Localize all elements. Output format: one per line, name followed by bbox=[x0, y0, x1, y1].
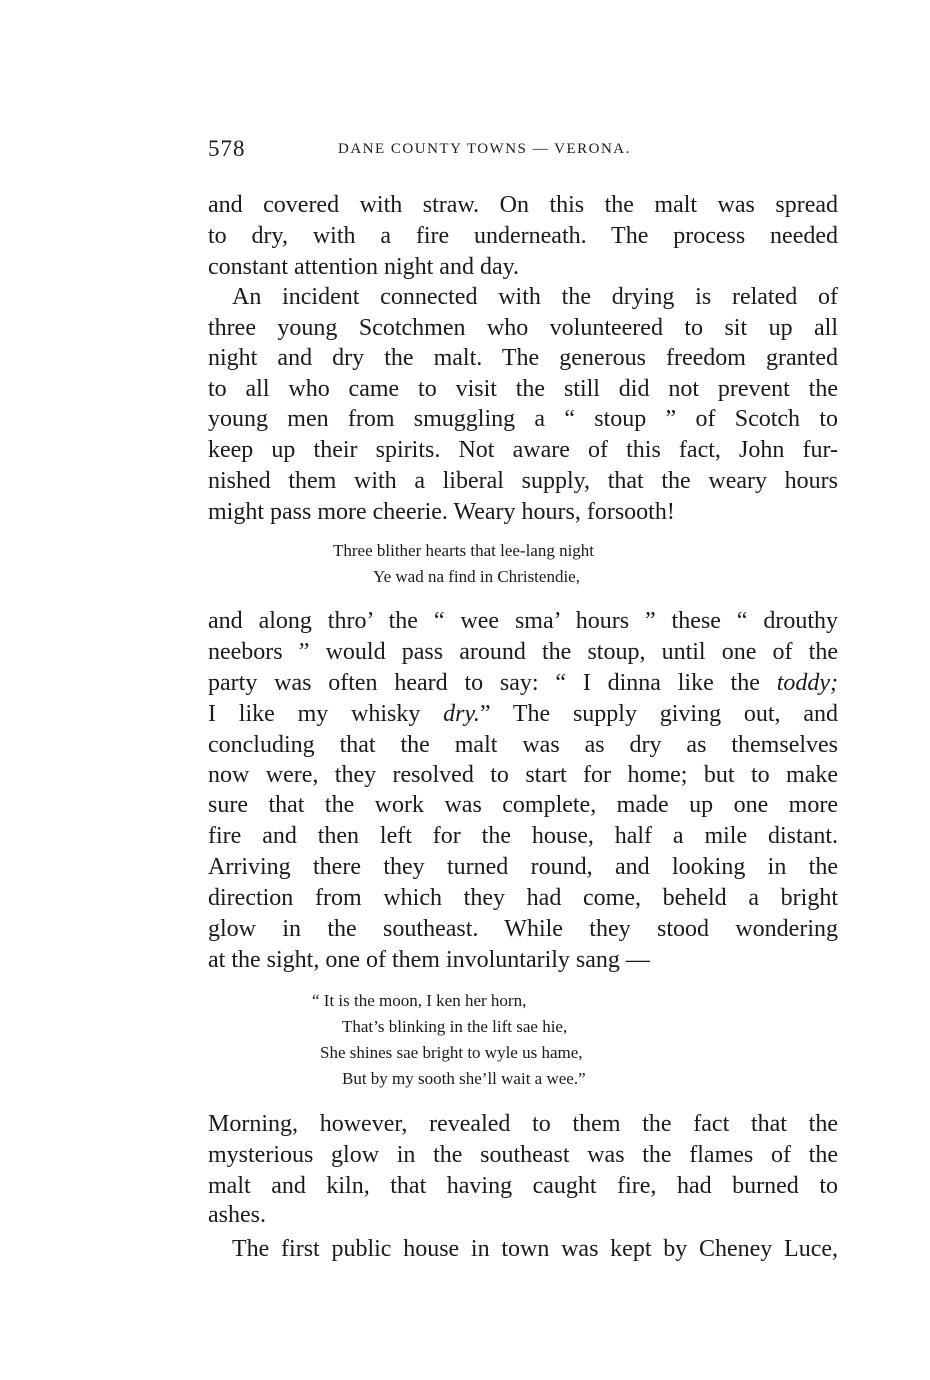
text-line: direction from which they had come, beheld a bright bbox=[208, 885, 838, 911]
text-line: Arriving there they turned round, and looking in the bbox=[208, 854, 838, 880]
text-line: party was often heard to say: “ I dinna like the toddy; bbox=[208, 670, 838, 696]
page-number: 578 bbox=[208, 136, 246, 161]
running-head: DANE COUNTY TOWNS — VERONA. bbox=[338, 141, 631, 157]
text-line: malt and kiln, that having caught fire, had burned to bbox=[208, 1173, 838, 1199]
verse-line: Three blither hearts that lee-lang night bbox=[333, 541, 595, 560]
text-line: An incident connected with the drying is related of bbox=[232, 284, 838, 310]
italic-word: dry. bbox=[443, 701, 480, 727]
verse-line: But by my sooth she’ll wait a wee.” bbox=[342, 1069, 586, 1088]
text-line: The first public house in town was kept by Cheney Luce, bbox=[232, 1236, 838, 1262]
text-line: mysterious glow in the southeast was the flames of the bbox=[208, 1142, 838, 1168]
text-line: glow in the southeast. While they stood wondering bbox=[208, 916, 838, 942]
text-line: to dry, with a fire underneath. The process needed bbox=[208, 223, 838, 249]
verse-line: “ It is the moon, I ken her horn, bbox=[312, 991, 527, 1010]
text-line: fire and then left for the house, half a mile distant. bbox=[208, 823, 838, 849]
verse-line: She shines sae bright to wyle us hame, bbox=[320, 1043, 583, 1062]
text-line: constant attention night and day. bbox=[208, 254, 520, 280]
page-header bbox=[208, 136, 838, 166]
text-line: nished them with a liberal supply, that the weary hours bbox=[208, 468, 838, 494]
text-line: three young Scotchmen who volunteered to sit up all bbox=[208, 315, 838, 341]
text-line: neebors ” would pass around the stoup, until one of the bbox=[208, 639, 838, 665]
text-line: to all who came to visit the still did not prevent the bbox=[208, 376, 838, 402]
text-line: sure that the work was complete, made up one more bbox=[208, 792, 838, 818]
verse-line: That’s blinking in the lift sae hie, bbox=[342, 1017, 568, 1036]
text-line: concluding that the malt was as dry as themselves bbox=[208, 732, 838, 758]
text-line: young men from smuggling a “ stoup ” of Scotch to bbox=[208, 406, 838, 432]
text-line: might pass more cheerie. Weary hours, forsooth! bbox=[208, 499, 675, 525]
text-line: Morning, however, revealed to them the fact that the bbox=[208, 1111, 838, 1137]
text-line: and covered with straw. On this the malt was spread bbox=[208, 192, 838, 218]
italic-word: toddy; bbox=[776, 670, 838, 696]
text-line: and along thro’ the “ wee sma’ hours ” these “ drouthy bbox=[208, 608, 838, 634]
text-line: now were, they resolved to start for home; but to make bbox=[208, 762, 838, 788]
text-line: night and dry the malt. The generous freedom granted bbox=[208, 345, 838, 371]
text-line: ashes. bbox=[208, 1202, 266, 1228]
verse-line: Ye wad na find in Christendie, bbox=[373, 567, 580, 586]
text-line: at the sight, one of them involuntarily sang — bbox=[208, 947, 650, 973]
text-line: I like my whisky dry.” The supply giving out, and bbox=[208, 701, 838, 727]
text-line: keep up their spirits. Not aware of this fact, John fur- bbox=[208, 437, 838, 463]
